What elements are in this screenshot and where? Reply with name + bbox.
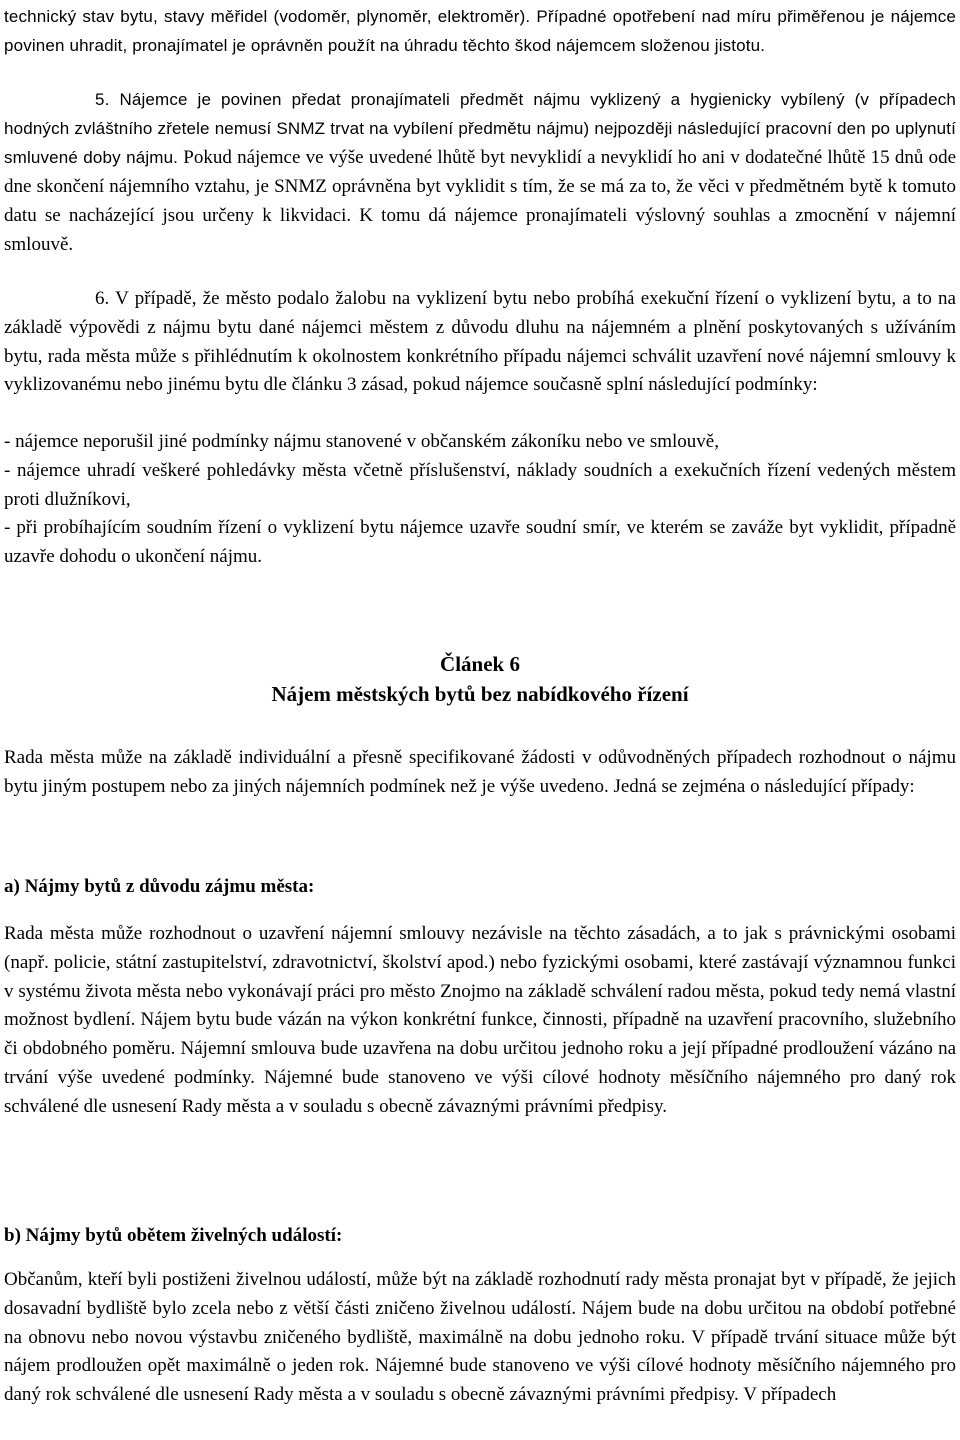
point-5-serif-text: Pokud nájemce ve výše uvedené lhůtě byt nevyklidí a nevyklidí ho ani v dodatečné lhůtě 15 dnů ode dne skončení nájemního vztahu, je SNMZ oprávněna byt vyklidit s tím, že se má za to, že věci v předmětném bytě k tomuto datu se nacházející jsou určeny k likvidaci. K tomu dá nájemce pronajímateli výslovný souhlas a zmocnění v nájemní smlouvě. [4, 147, 957, 255]
condition-item: - při probíhajícím soudním řízení o vyklizení bytu nájemce uzavře soudní smír, ve kterém se zaváže byt vyklidit, případně uzavře dohodu o ukončení nájmu. [4, 517, 956, 567]
article-title: Nájem městských bytů bez nabídkového řízení [271, 682, 689, 706]
section-b-title: b) Nájmy bytů obětem živelných událostí: [4, 1225, 343, 1246]
condition-item: - nájemce neporušil jiné podmínky nájmu stanovené v občanském zákoníku nebo ve smlouvě, [4, 431, 719, 452]
point-5-paragraph [4, 85, 956, 259]
condition-item: - nájemce uhradí veškeré pohledávky města včetně příslušenství, náklady soudních a exekučních řízení vedených městem proti dlužníkovi, [4, 460, 956, 510]
point-6-paragraph: 6. V případě, že město podalo žalobu na vyklizení bytu nebo probíhá exekuční řízení o vyklizení bytu, a to na základě výpovědi z nájmu bytu dané nájemci městem z důvodu dluhu na nájemném a plnění poskytovaných s užíváním bytu, rada města může s přihlédnutím k okolnostem konkrétního případu nájemci schválit uzavření nové nájemní smlouvy k vyklizovanému nebo jinému bytu dle článku 3 zásad, pokud nájemce současně splní následující podmínky: [4, 288, 956, 396]
point-5-sans-text: 5. Nájemce je povinen předat pronajímateli předmět nájmu vyklizený a hygienicky vybílený (v případech hodných zvláštního zřetele nemusí SNMZ trvat na vybílení předmětu nájmu) nejpozději následující pracovní den po uplynutí smluvené doby nájmu. [4, 90, 956, 167]
article-number: Článek 6 [440, 652, 520, 676]
section-a-title: a) Nájmy bytů z důvodu zájmu města: [4, 876, 315, 897]
section-a-paragraph: Rada města může rozhodnout o uzavření nájemní smlouvy nezávisle na těchto zásadách, a to jak s právnickými osobami (např. policie, státní zastupitelství, zdravotnictví, školství apod.) nebo fyzickými osobami, které zastávají významnou funkci v systému života města nebo vykonávají práci pro město Znojmo na základě schválení radou města, pokud tedy nemá vlastní možnost bydlení. Nájem bytu bude vázán na výkon konkrétní funkce, činnosti, případně na uzavření pracovního, služebního či obdobného poměru. Nájemní smlouva bude uzavřena na dobu určitou jednoho roku a její případné prodloužení vázáno na trvání výše uvedené podmínky. Nájemné bude stanoveno ve výši cílové hodnoty měsíčního nájemného pro daný rok schválené dle usnesení Rady města a v souladu s obecně závaznými právními předpisy. [4, 923, 956, 1117]
article-intro-paragraph: Rada města může na základě individuální a přesně specifikované žádosti v odůvodněných případech rozhodnout o nájmu bytu jiným postupem nebo za jiných nájemních podmínek než je výše uvedeno. Jedná se zejména o následující případy: [4, 747, 956, 797]
section-b-paragraph: Občanům, kteří byli postiženi živelnou událostí, může být na základě rozhodnutí rady města pronajat byt v případě, že jejich dosavadní bydliště bylo zcela nebo z větší části zničeno živelnou událostí. Nájem bude na dobu určitou na období potřebné na obnovu nebo novou výstavbu zničeného bydliště, maximálně na dobu jednoho roku. V případě trvání situace může být nájem prodloužen opět maximálně o jeden rok. Nájemné bude stanoveno ve výši cílové hodnoty měsíčního nájemného pro daný rok schválené dle usnesení Rady města a v souladu s obecně závaznými právními předpisy. V případech [4, 1269, 956, 1406]
intro-paragraph: technický stav bytu, stavy měřidel (vodoměr, plynoměr, elektroměr). Případné opotřebení nad míru přiměřenou je nájemce povinen uhradit, pronajímatel je oprávněn použít na úhradu těchto škod nájemcem složenou jistotu. [4, 7, 956, 55]
